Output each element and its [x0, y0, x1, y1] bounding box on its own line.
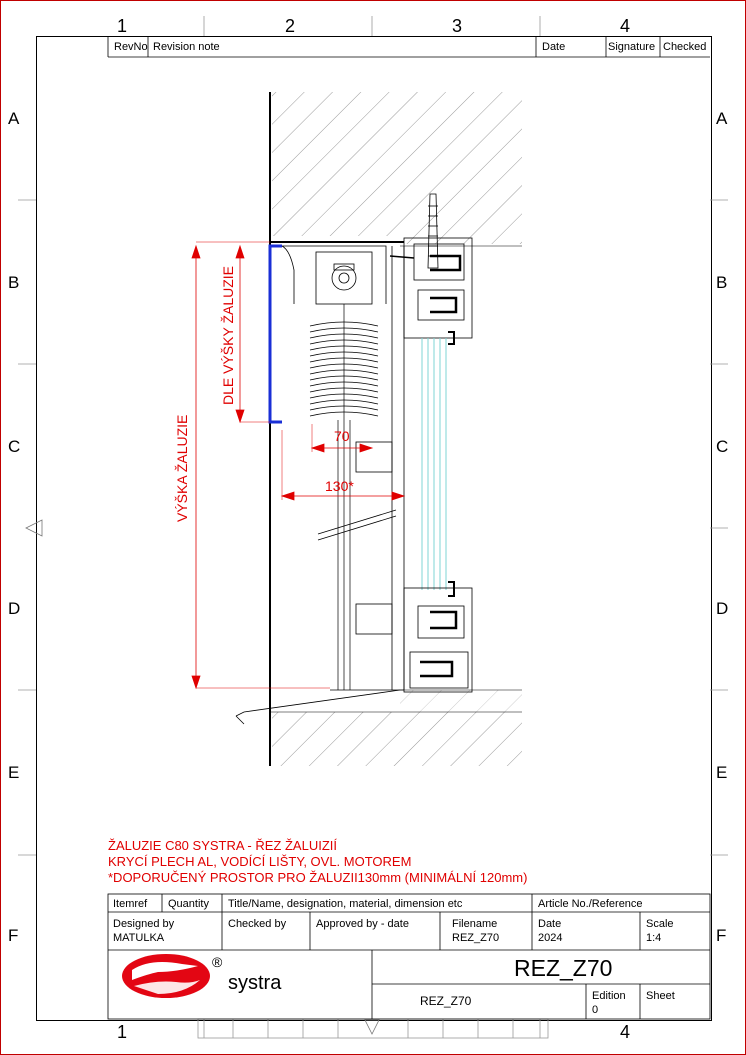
row-letter: B [8, 273, 20, 292]
row-letter: D [716, 599, 729, 618]
tb-date-value: 2024 [538, 932, 563, 944]
tb-quantity: Quantity [168, 898, 209, 910]
window-frame-upper [390, 238, 472, 344]
registered-mark: ® [212, 954, 223, 970]
row-letter: E [716, 763, 728, 782]
dimension-130: 130* [325, 478, 354, 494]
systra-logo-mark [122, 954, 210, 998]
rev-header-revno: RevNo [114, 41, 148, 53]
row-letter: F [8, 926, 19, 945]
glazing [422, 338, 446, 590]
row-letter: A [8, 109, 20, 128]
column-number: 1 [117, 16, 128, 36]
tb-filename-label: Filename [452, 918, 498, 930]
tb-title-name: Title/Name, designation, material, dimension etc [228, 898, 463, 910]
rev-header-date: Date [542, 41, 566, 53]
tb-designed-by-label: Designed by [113, 918, 175, 930]
row-letter: D [8, 599, 21, 618]
column-number: 3 [452, 16, 463, 36]
tb-sheet-label: Sheet [646, 990, 675, 1002]
row-letter: C [716, 437, 729, 456]
row-letter: C [8, 437, 21, 456]
rev-header-signature: Signature [608, 41, 656, 53]
centering-mark [365, 1020, 379, 1034]
rev-header-checked: Checked [663, 41, 707, 53]
tb-drawing-title: REZ_Z70 [514, 955, 613, 981]
cover-sheet [270, 246, 282, 422]
scale-ruler [198, 1019, 548, 1038]
tb-scale-value: 1:4 [646, 932, 662, 944]
column-number: 1 [117, 1022, 128, 1042]
centering-mark [26, 520, 42, 536]
upper-wall-hatch [272, 92, 522, 244]
lower-wall-hatch [272, 712, 522, 766]
tb-date-label: Date [538, 918, 562, 930]
note-line: *DOPORUČENÝ PROSTOR PRO ŽALUZII130mm (MINIMÁLNÍ 120mm) [108, 870, 528, 885]
tb-article-no: Article No./Reference [538, 898, 643, 910]
dimension-70: 70 [334, 428, 350, 444]
note-line: KRYCÍ PLECH AL, VODÍCÍ LIŠTY, OVL. MOTOREM [108, 854, 412, 869]
rev-header-note: Revision note [153, 41, 220, 53]
guide-rail [236, 246, 404, 724]
tb-designed-by-value: MATULKA [113, 932, 165, 944]
tb-checked-by-label: Checked by [228, 918, 287, 930]
tb-itemref: Itemref [113, 898, 148, 910]
window-frame-lower [404, 582, 472, 692]
label-vyska-zaluzie: VÝŠKA ŽALUZIE [174, 414, 190, 522]
tb-filename-value: REZ_Z70 [452, 932, 500, 944]
tb-approved-by-label: Approved by - date [316, 918, 409, 930]
note-line: ŽALUZIE C80 SYSTRA - ŘEZ ŽALUIZIÍ [108, 838, 337, 853]
blind-housing [282, 246, 386, 304]
row-letter: F [716, 926, 727, 945]
column-number: 4 [620, 1022, 631, 1042]
column-number: 4 [620, 16, 631, 36]
row-letter: A [716, 109, 728, 128]
row-letter: B [716, 273, 728, 292]
tb-drawing-number: REZ_Z70 [420, 994, 472, 1008]
company-name: systra [228, 972, 282, 994]
tb-edition-label: Edition [592, 990, 626, 1002]
tb-scale-label: Scale [646, 918, 674, 930]
row-letter: E [8, 763, 20, 782]
slat-pack [310, 304, 378, 690]
label-dle-vysky-zaluzie: DLE VÝŠKY ŽALUZIE [220, 265, 236, 405]
tb-edition-value: 0 [592, 1004, 599, 1016]
column-number: 2 [285, 16, 296, 36]
